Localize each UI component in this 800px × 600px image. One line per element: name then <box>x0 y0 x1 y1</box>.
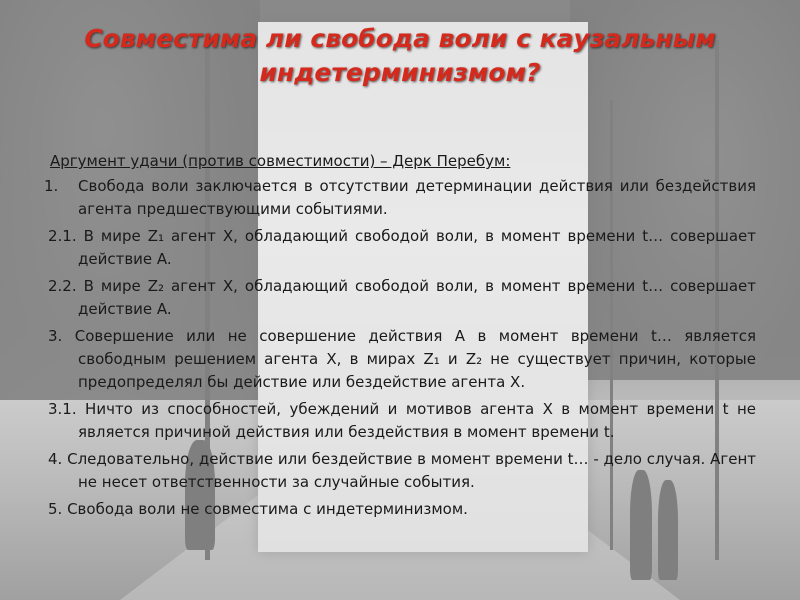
argument-item-5: 5. Свобода воли не совместима с индетерминизмом. <box>48 500 468 518</box>
argument-item-1 <box>44 175 756 221</box>
slide-title <box>0 22 800 90</box>
argument-item-text: Свобода воли заключается в отсутствии детерминации действия или бездействия агента предшествующими событиями. <box>78 177 756 218</box>
argument-item-3: 3. Совершение или не совершение действия А в момент времени t… является свободным решением агента X, в мирах Z₁ и Z₂ не существует причин, которые предопределял бы действие или бездействие агента X. <box>48 327 756 391</box>
argument-content <box>44 150 756 525</box>
argument-item-4: 4. Следовательно, действие или бездействие в момент времени t… - дело случая. Агент не несет ответственности за случайные события. <box>48 450 756 491</box>
argument-item-2-2: 2.2. В мире Z₂ агент X, обладающий свободой воли, в момент времени t… совершает действие A. <box>48 277 756 318</box>
argument-item-2-1: 2.1. В мире Z₁ агент X, обладающий свободой воли, в момент времени t… совершает действие A. <box>48 227 756 268</box>
argument-item-3-1: 3.1. Ничто из способностей, убеждений и мотивов агента X в момент времени t не является причиной действия или бездействия в момент времени t. <box>48 400 756 441</box>
argument-heading: Аргумент удачи (против совместимости) – Дерк Перебум: <box>50 152 511 170</box>
argument-item-number: 1. <box>44 177 59 195</box>
slide-title-line-1: Совместима ли свобода воли с каузальным <box>84 24 716 53</box>
slide-title-line-2: индетерминизмом? <box>259 58 541 87</box>
